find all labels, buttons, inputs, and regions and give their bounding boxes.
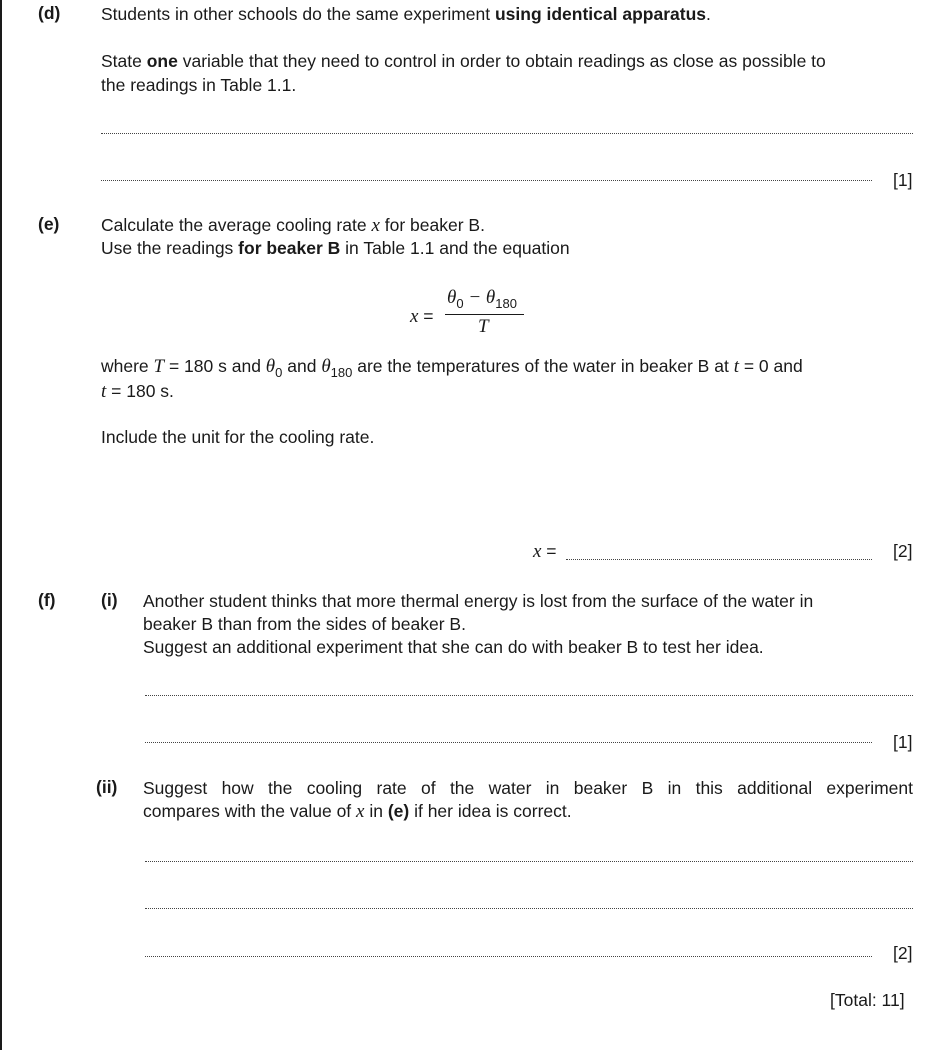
part-f-i-answer-line-1[interactable] <box>145 695 913 696</box>
where-theta0-sub: 0 <box>275 365 283 380</box>
part-f-label: (f) <box>38 590 56 610</box>
where-T: T <box>153 356 165 377</box>
part-e-mark: [2] <box>893 541 913 561</box>
part-e-line2-bold: for beaker B <box>238 238 341 258</box>
part-f-ii-line2 <box>143 800 572 823</box>
where-theta180: θ <box>321 356 331 377</box>
part-e-label: (e) <box>38 214 60 234</box>
part-e-line2-a: Use the readings <box>101 238 239 258</box>
part-f-i-answer-line-2[interactable] <box>145 742 872 743</box>
part-d-intro-text: Students in other schools do the same experiment <box>101 4 495 24</box>
part-d-answer-line-2[interactable] <box>101 180 872 181</box>
part-e-line2-c: in Table 1.1 and the equation <box>340 238 570 258</box>
part-f-ii-line2-c: if her idea is correct. <box>409 801 572 821</box>
part-e-unit-line: Include the unit for the cooling rate. <box>101 427 375 447</box>
part-d-q-text-a: State <box>101 51 147 71</box>
where-e: = 0 and <box>738 356 803 376</box>
part-f-ii-answer-line-1[interactable] <box>145 861 913 862</box>
part-e-where-line2 <box>101 380 174 403</box>
part-f-ii-line2-a: compares with the value of <box>143 801 357 821</box>
where2-t: t <box>101 381 107 402</box>
part-f-ii-mark: [2] <box>893 943 913 963</box>
part-f-i-line1: Another student thinks that more thermal energy is lost from the surface of the water in <box>143 591 814 611</box>
part-e-answer-line[interactable] <box>566 559 872 560</box>
part-d-q-bold: one <box>146 51 178 71</box>
part-f-ii-ref-e: (e) <box>387 801 410 821</box>
part-e-line2 <box>101 237 570 260</box>
part-f-ii-answer-line-2[interactable] <box>145 908 913 909</box>
where-theta0: θ <box>265 356 276 377</box>
where-a: where <box>101 356 154 376</box>
theta-180-sub: 180 <box>495 296 517 311</box>
page-left-border <box>0 0 2 1050</box>
part-f-ii-line2-b: in <box>364 801 388 821</box>
part-d-intro-end: . <box>706 4 711 24</box>
part-f-i-line3: Suggest an additional experiment that she can do with beaker B to test her idea. <box>143 637 764 657</box>
part-d-question-line2: the readings in Table 1.1. <box>101 75 297 95</box>
part-f-i-line2: beaker B than from the sides of beaker B. <box>143 614 466 634</box>
theta-0-sub: 0 <box>456 296 464 311</box>
total-marks: [Total: 11] <box>830 990 905 1010</box>
part-e-line1: Calculate the average cooling rate x for beaker B. <box>101 215 485 236</box>
part-f-ii-answer-line-3[interactable] <box>145 956 872 957</box>
part-d-intro <box>101 3 711 26</box>
part-f-ii-x: x <box>356 801 365 822</box>
where-theta180-sub: 180 <box>330 365 353 380</box>
part-d-question-line1 <box>101 50 826 73</box>
theta-0: θ <box>447 287 457 308</box>
part-f-i-mark: [1] <box>893 732 913 752</box>
part-d-mark: [1] <box>893 170 913 190</box>
equation-lhs: x = <box>410 306 434 327</box>
where-b: = 180 s and <box>164 356 266 376</box>
where-d: are the temperatures of the water in beaker B at <box>352 356 734 376</box>
part-d-q-text-b: variable that they need to control in order to obtain readings as close as possible to <box>177 51 826 71</box>
equation-denominator: T <box>478 316 489 337</box>
equation-numerator <box>447 287 517 309</box>
where2-b: = 180 s. <box>106 381 174 401</box>
part-d-intro-bold: using identical apparatus <box>494 4 707 24</box>
part-f-ii-line1: Suggest how the cooling rate of the water in beaker B in this additional experiment <box>143 778 913 798</box>
part-e-answer-label: x = <box>533 541 557 562</box>
where-c: and <box>282 356 322 376</box>
part-f-i-label: (i) <box>101 590 118 610</box>
part-d-answer-line-1[interactable] <box>101 133 913 134</box>
part-f-ii-label: (ii) <box>96 777 118 797</box>
where-t: t <box>733 356 739 377</box>
part-e-where-line1 <box>101 355 803 379</box>
theta-180: − θ <box>463 287 496 308</box>
part-d-label: (d) <box>38 3 61 23</box>
